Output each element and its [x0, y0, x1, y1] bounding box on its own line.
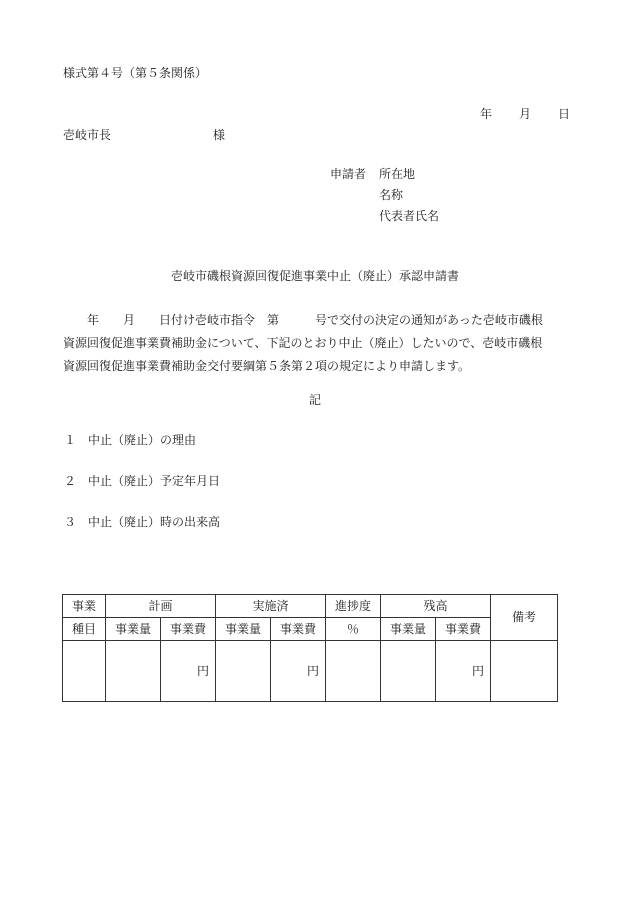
progress-table [62, 594, 558, 702]
ki-heading: 記 [308, 393, 321, 407]
header-done: 実施済 [216, 595, 326, 618]
col-type-bottom: 種目 [63, 618, 106, 641]
applicant-name-label: 名称 [379, 188, 404, 202]
item-text: 中止（廃止）予定年月日 [88, 474, 221, 488]
cell-type[interactable] [63, 641, 106, 702]
date-year: 年 [480, 107, 493, 121]
header-progress: 進捗度 [326, 595, 381, 618]
body-paragraph [63, 309, 573, 378]
sub-done-qty: 事業量 [216, 618, 271, 641]
applicant-label: 申請者 [330, 167, 367, 181]
cell-remaining-cost[interactable]: 円 [436, 641, 491, 702]
sub-progress-percent: ％ [326, 618, 381, 641]
item-date [64, 475, 220, 487]
sub-plan-qty: 事業量 [106, 618, 161, 641]
sub-remaining-qty: 事業量 [381, 618, 436, 641]
date-line [480, 108, 570, 120]
item-text: 中止（廃止）時の出来高 [88, 515, 221, 529]
item-number: １ [64, 433, 77, 447]
applicant-address-label: 所在地 [379, 167, 416, 181]
sub-remaining-cost: 事業費 [436, 618, 491, 641]
header-remaining: 残高 [381, 595, 491, 618]
addressee-name: 壱岐市長 [63, 128, 112, 142]
cell-remaining-qty[interactable] [381, 641, 436, 702]
item-text: 中止（廃止）の理由 [88, 433, 197, 447]
cell-progress[interactable] [326, 641, 381, 702]
addressee [63, 128, 226, 142]
form-number: 様式第４号（第５条関係） [63, 66, 208, 80]
cell-done-qty[interactable] [216, 641, 271, 702]
date-month: 月 [519, 107, 532, 121]
item-number: ２ [64, 474, 77, 488]
cell-remarks[interactable] [491, 641, 558, 702]
item-reason [64, 434, 196, 446]
sub-plan-cost: 事業費 [161, 618, 216, 641]
header-remarks: 備考 [491, 595, 558, 641]
cell-plan-qty[interactable] [106, 641, 161, 702]
sub-done-cost: 事業費 [271, 618, 326, 641]
cell-done-cost[interactable]: 円 [271, 641, 326, 702]
body-line: 資源回復促進事業費補助金交付要綱第５条第２項の規定により申請します。 [63, 359, 471, 373]
col-type-top: 事業 [63, 595, 106, 618]
date-day: 日 [558, 107, 571, 121]
item-number: ３ [64, 515, 77, 529]
body-line: 年 月 日付け壱岐市指令 第 号で交付の決定の通知があった壱岐市磯根 [63, 313, 543, 327]
document-title: 壱岐市磯根資源回復促進事業中止（廃止）承認申請書 [170, 269, 459, 283]
applicant-representative-label: 代表者氏名 [379, 209, 440, 223]
cell-plan-cost[interactable]: 円 [161, 641, 216, 702]
honorific: 様 [213, 128, 226, 142]
item-output [64, 516, 220, 528]
body-line: 資源回復促進事業費補助金について、下記のとおり中止（廃止）したいので、壱岐市磯根 [63, 336, 543, 350]
header-plan: 計画 [106, 595, 216, 618]
